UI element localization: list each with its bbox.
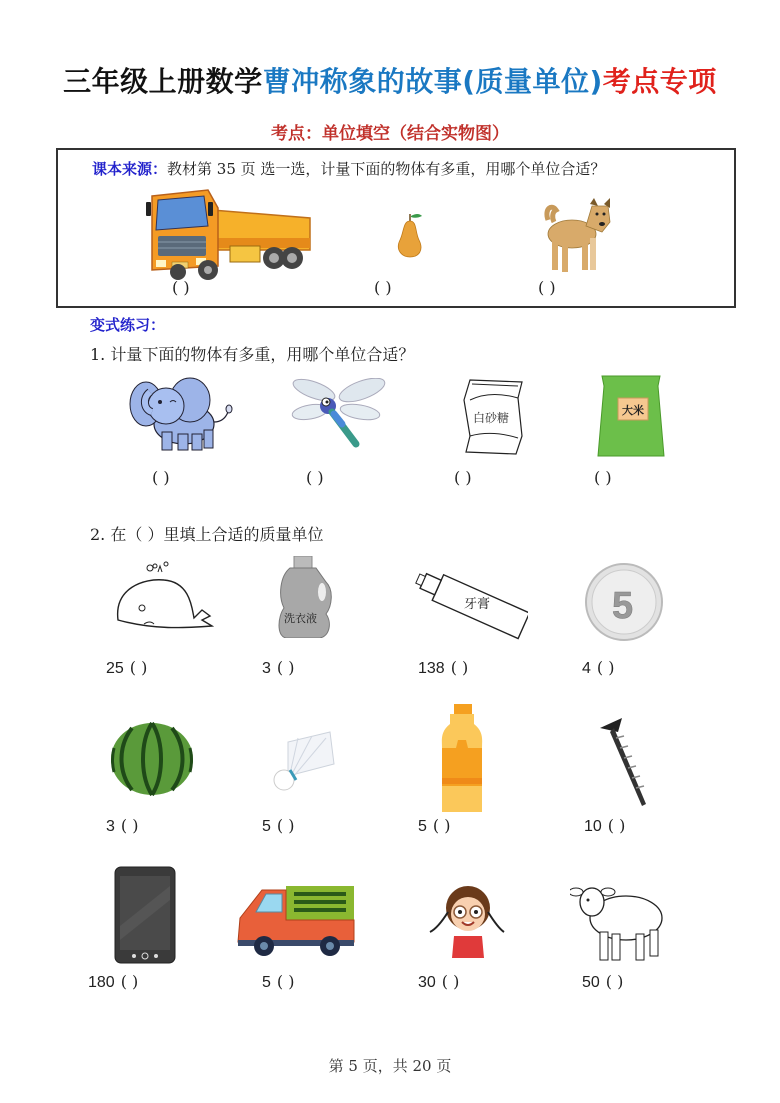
source-label: 课本来源： <box>92 160 168 178</box>
answer-blank-whale[interactable]: 25 ( ) <box>106 658 148 677</box>
whale-icon <box>114 560 214 634</box>
section-subtitle: 考点：单位填空（结合实物图） <box>271 124 509 144</box>
answer-blank-elephant[interactable]: ( ) <box>152 468 170 487</box>
question-1-text: 1. 计量下面的物体有多重，用哪个单位合适？ <box>90 345 415 364</box>
coin-icon <box>584 562 664 642</box>
answer-blank-sugar[interactable]: ( ) <box>454 468 472 487</box>
answer-blank-sheep[interactable]: 50 ( ) <box>582 972 624 991</box>
watermelon-icon <box>110 722 194 796</box>
dragonfly-icon <box>290 378 390 456</box>
practice-label: 变式练习： <box>90 316 166 334</box>
question-2-text: 2. 在（ ）里填上合适的质量单位 <box>90 525 324 544</box>
page-footer: 第 5 页，共 20 页 <box>328 1057 452 1075</box>
answer-blank-girl[interactable]: 30 ( ) <box>418 972 460 991</box>
dog-icon <box>542 196 614 276</box>
sugar-label: 白砂糖 <box>473 411 510 425</box>
answer-blank-phone[interactable]: 180 ( ) <box>88 972 139 991</box>
toothpaste-icon <box>412 566 528 642</box>
answer-blank-rice[interactable]: ( ) <box>594 468 612 487</box>
truck-icon <box>142 188 312 280</box>
answer-blank-pickup-truck[interactable]: 5 ( ) <box>262 972 295 991</box>
page-title <box>0 60 780 100</box>
phone-icon <box>114 866 176 964</box>
pear-icon <box>392 212 432 258</box>
title-topic: 曹冲称象的故事(质量单位) <box>262 65 603 98</box>
screw-icon <box>600 718 650 808</box>
elephant-icon <box>128 376 236 456</box>
rice-label: 大米 <box>622 404 644 417</box>
sheep-icon <box>570 878 666 964</box>
answer-blank-toothpaste[interactable]: 138 ( ) <box>418 658 469 677</box>
answer-blank-screw[interactable]: 10 ( ) <box>584 816 626 835</box>
answer-blank-dog[interactable]: ( ) <box>538 278 556 297</box>
pickup-truck-icon <box>234 884 356 956</box>
answer-blank-truck[interactable]: ( ) <box>172 278 190 297</box>
answer-blank-oil-bottle[interactable]: 5 ( ) <box>418 816 451 835</box>
coin-denomination: 5 <box>612 585 634 627</box>
answer-blank-watermelon[interactable]: 3 ( ) <box>106 816 139 835</box>
oil-bottle-icon <box>440 704 484 816</box>
sugar-bag-icon <box>460 376 528 458</box>
detergent-bottle-icon <box>274 556 336 638</box>
girl-icon <box>428 882 508 958</box>
textbook-source-box <box>56 148 736 308</box>
answer-blank-detergent[interactable]: 3 ( ) <box>262 658 295 677</box>
title-suffix: 考点专项 <box>602 65 717 98</box>
rice-bag-icon <box>596 374 666 458</box>
answer-blank-pear[interactable]: ( ) <box>374 278 392 297</box>
answer-blank-coin[interactable]: 4 ( ) <box>582 658 615 677</box>
shuttlecock-icon <box>270 728 336 792</box>
answer-blank-dragonfly[interactable]: ( ) <box>306 468 324 487</box>
toothpaste-label: 牙膏 <box>464 597 491 612</box>
answer-blank-shuttlecock[interactable]: 5 ( ) <box>262 816 295 835</box>
title-grade: 三年级上册数学 <box>63 65 263 98</box>
detergent-label: 洗衣液 <box>284 612 317 625</box>
source-line <box>92 158 605 179</box>
source-text: 教材第 35 页 选一选，计量下面的物体有多重，用哪个单位合适？ <box>167 160 606 178</box>
